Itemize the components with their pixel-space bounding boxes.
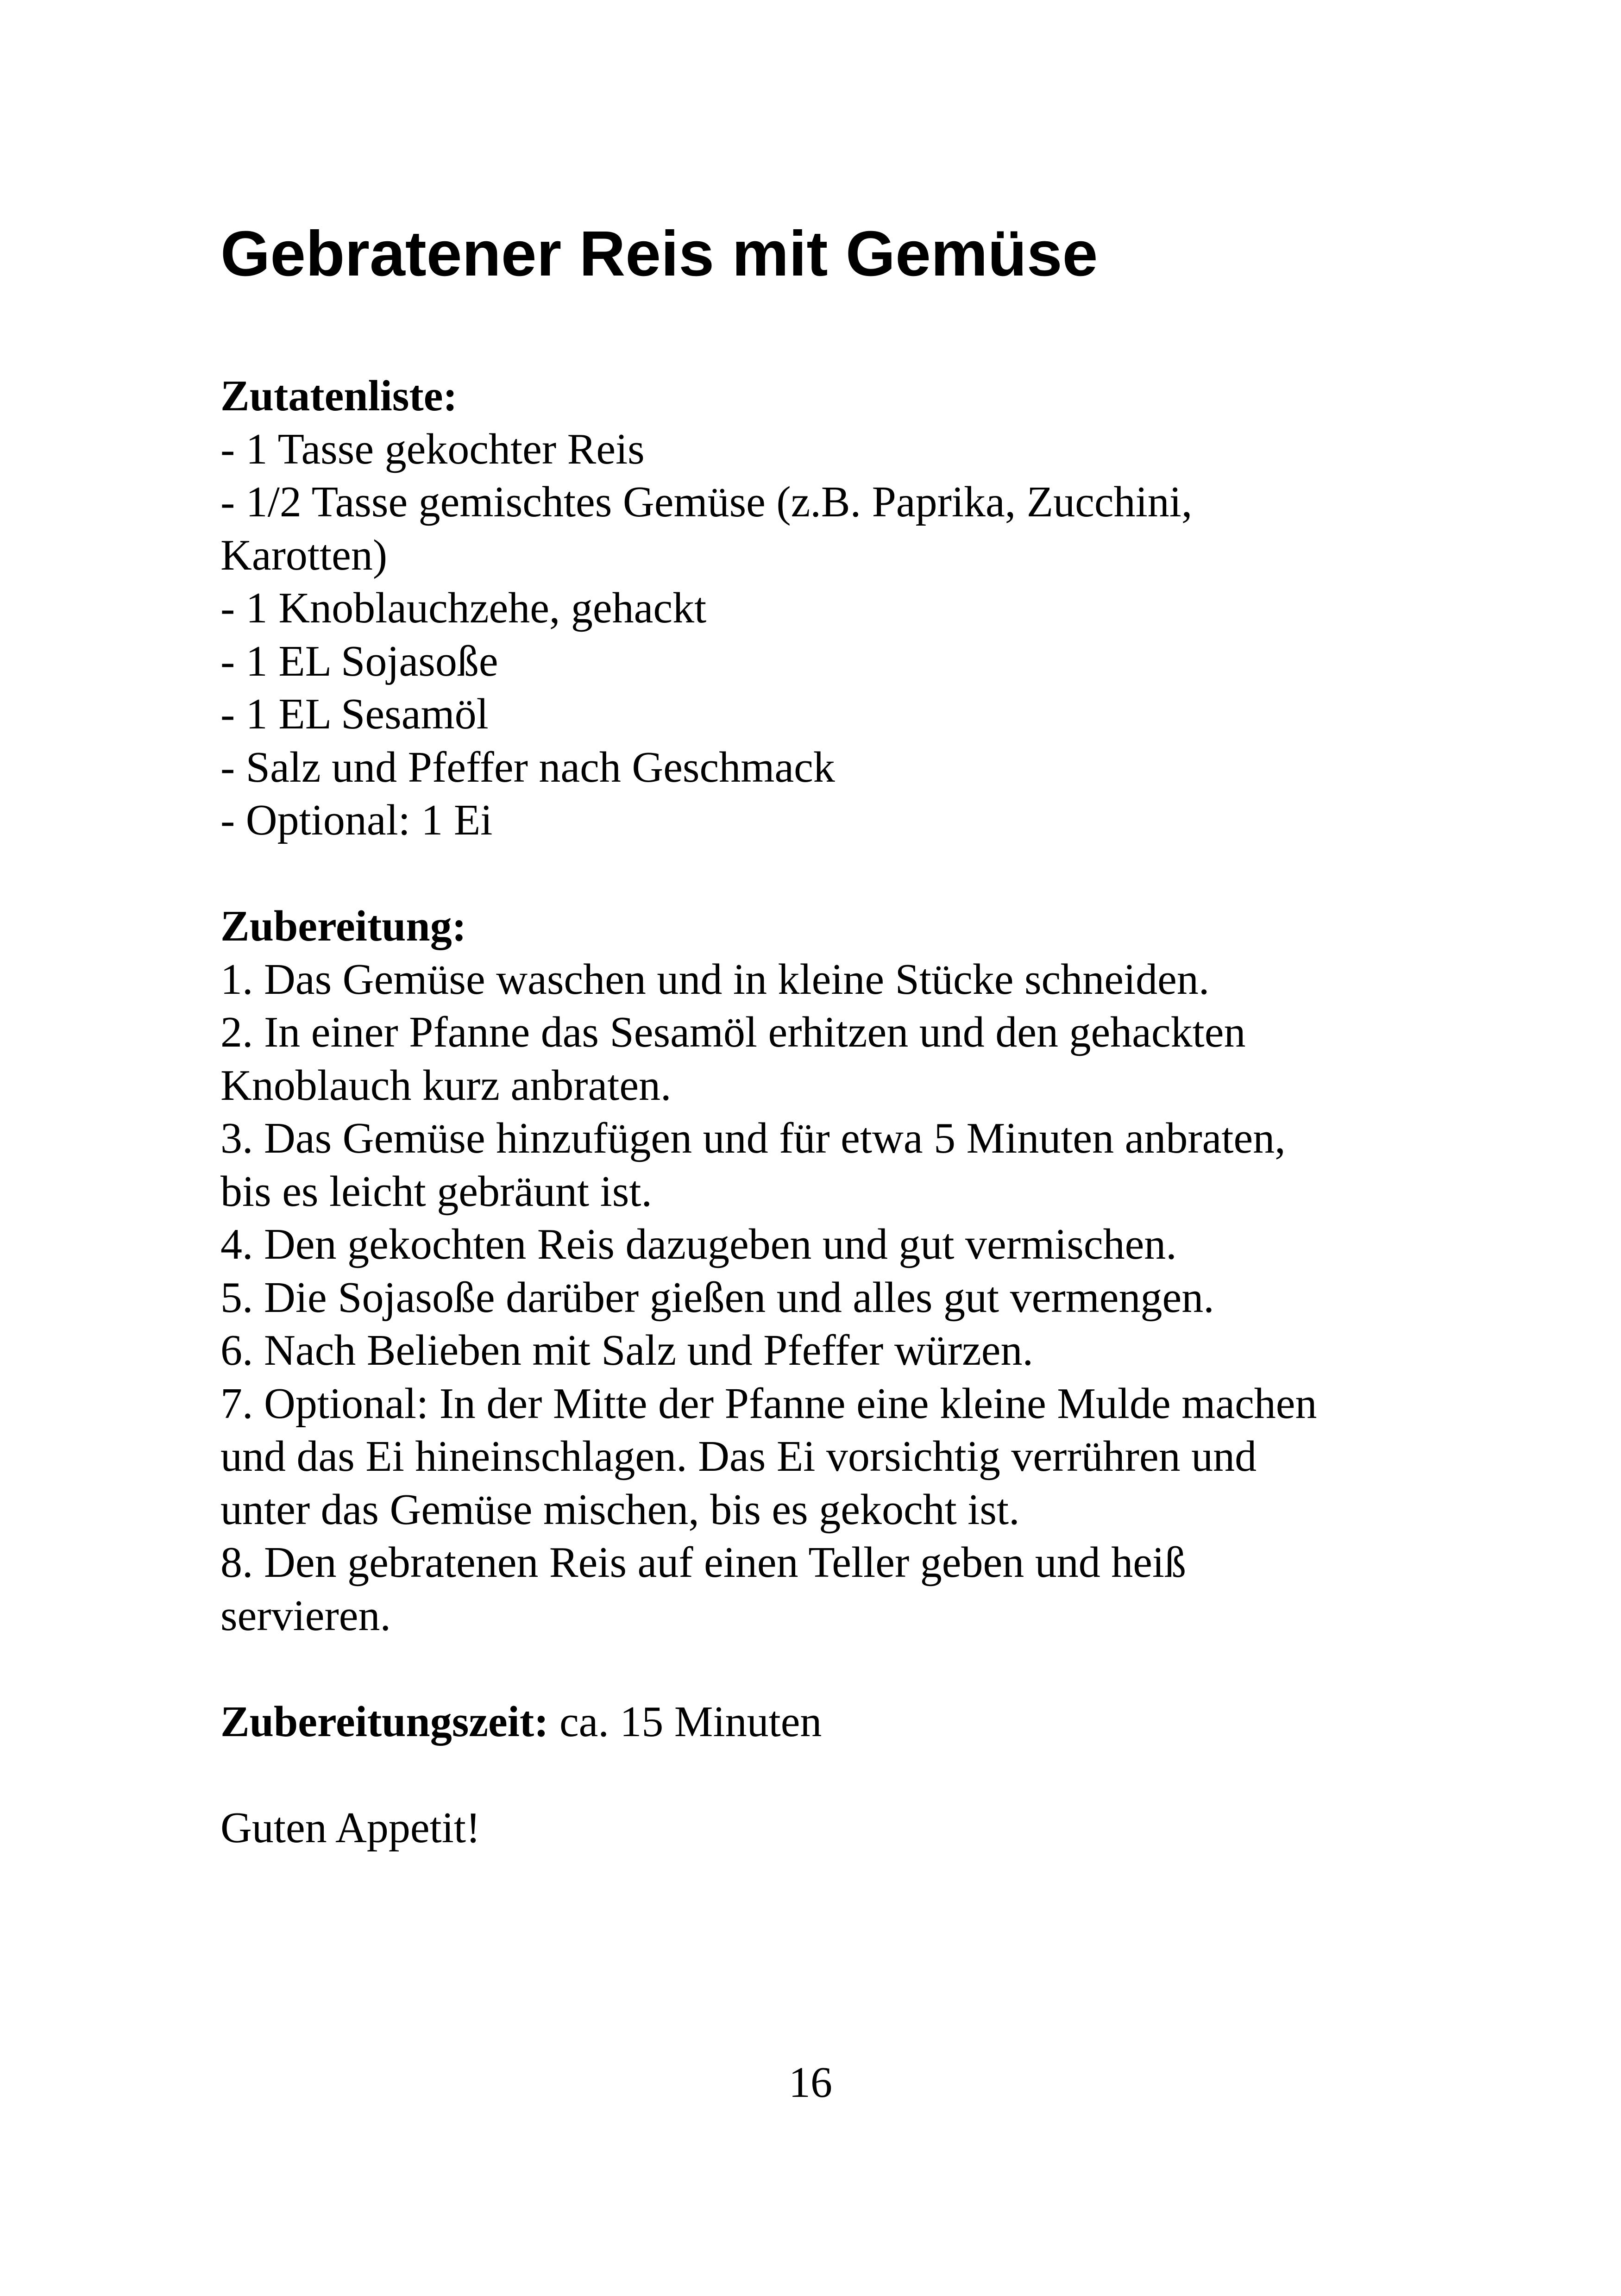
prep-time-label: Zubereitungszeit: xyxy=(220,1697,549,1746)
paragraph-gap xyxy=(220,1748,1471,1801)
ingredient-line: - Optional: 1 Ei xyxy=(220,796,493,844)
preparation-line: bis es leicht gebräunt ist. xyxy=(220,1167,652,1216)
preparation-heading: Zubereitung: xyxy=(220,902,466,950)
preparation-line: 3. Das Gemüse hinzufügen und für etwa 5 Minuten anbraten, xyxy=(220,1114,1286,1162)
preparation-line: 1. Das Gemüse waschen und in kleine Stücke schneiden. xyxy=(220,955,1210,1004)
preparation-line: 8. Den gebratenen Reis auf einen Teller geben und heiß xyxy=(220,1538,1187,1587)
preparation-line: Knoblauch kurz anbraten. xyxy=(220,1061,672,1110)
closing-line: Guten Appetit! xyxy=(220,1803,481,1852)
page-title: Gebratener Reis mit Gemüse xyxy=(220,218,1098,289)
prep-time-line xyxy=(220,1695,1471,1749)
recipe-body xyxy=(220,370,1471,1854)
preparation-line: 5. Die Sojasoße darüber gießen und alles gut vermengen. xyxy=(220,1273,1214,1322)
ingredient-line: - 1 Tasse gekochter Reis xyxy=(220,425,645,473)
ingredient-line: - 1 EL Sojasoße xyxy=(220,637,498,685)
page-number: 16 xyxy=(789,2058,832,2107)
preparation-line: und das Ei hineinschlagen. Das Ei vorsichtig verrühren und xyxy=(220,1432,1257,1480)
preparation-line: 7. Optional: In der Mitte der Pfanne eine kleine Mulde machen xyxy=(220,1379,1317,1428)
preparation-line: 6. Nach Belieben mit Salz und Pfeffer würzen. xyxy=(220,1326,1033,1374)
ingredient-line: - 1 Knoblauchzehe, gehackt xyxy=(220,584,707,632)
paragraph-gap xyxy=(220,1642,1471,1695)
ingredient-line: Karotten) xyxy=(220,531,388,579)
ingredients-heading: Zutatenliste: xyxy=(220,372,458,420)
ingredient-line: - 1 EL Sesamöl xyxy=(220,690,489,738)
prep-time-value: ca. 15 Minuten xyxy=(548,1697,822,1746)
preparation-line: 4. Den gekochten Reis dazugeben und gut vermischen. xyxy=(220,1220,1177,1268)
ingredient-line: - 1/2 Tasse gemischtes Gemüse (z.B. Paprika, Zucchini, xyxy=(220,478,1193,526)
preparation-line: unter das Gemüse mischen, bis es gekocht ist. xyxy=(220,1485,1020,1534)
ingredient-line: - Salz und Pfeffer nach Geschmack xyxy=(220,743,835,791)
preparation-line: 2. In einer Pfanne das Sesamöl erhitzen und den gehackten xyxy=(220,1008,1246,1056)
paragraph-gap xyxy=(220,847,1471,900)
preparation-line: servieren. xyxy=(220,1591,391,1640)
